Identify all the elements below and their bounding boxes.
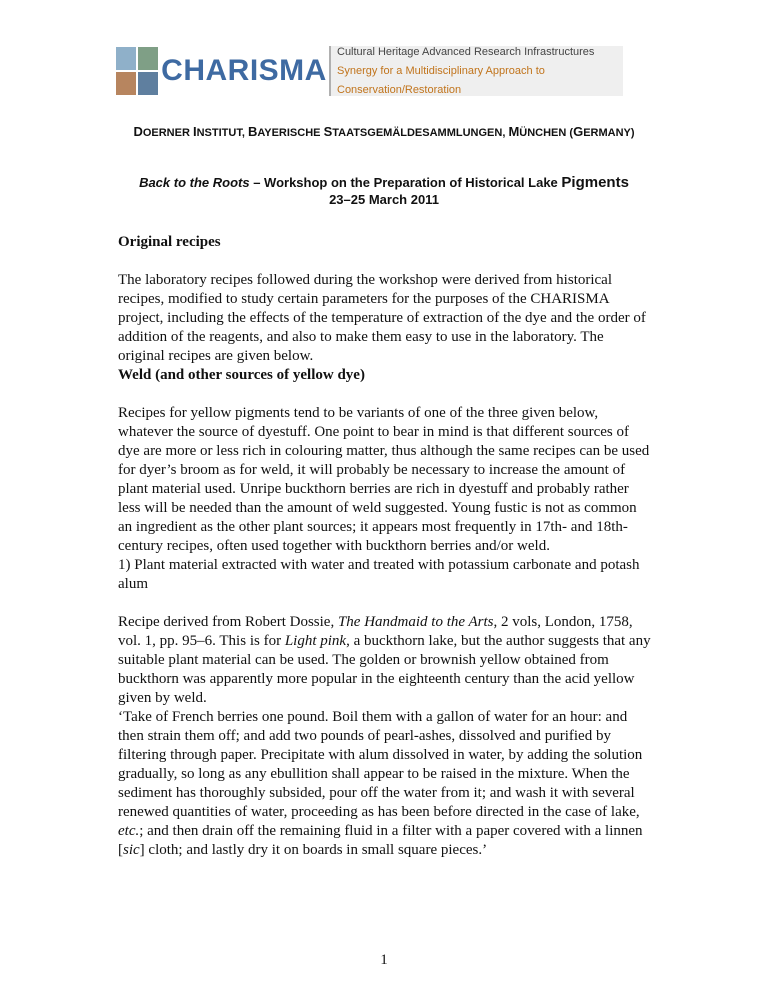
original-recipes-heading: Original recipes xyxy=(118,234,221,250)
banner-tagline xyxy=(331,46,623,96)
recipe-1-title: 1) Plant material extracted with water and treated with potassium carbonate and potash alum xyxy=(118,557,640,592)
institute-heading: DOERNER INSTITUT, BAYERISCHE STAATSGEMÄLDESAMMLUNGEN, MÜNCHEN (GERMANY) xyxy=(133,124,635,139)
logo-tiles-icon xyxy=(115,46,159,96)
workshop-title: Back to the Roots – Workshop on the Preparation of Historical Lake Pigments 23–25 March 2011 xyxy=(0,174,768,208)
weld-paragraph: Recipes for yellow pigments tend to be variants of one of the three given below, whatever the source of dyestuff. One point to bear in mind is that different sources of dye are more or less rich in colouring matter, thus although the same recipes can be used for dyer’s broom as for weld, it will probably be necessary to increase the amount of plant material used. Unripe buckthorn berries are rich in dyestuff and probably rather less will be needed than the amount of weld suggested. Young fustic is not as common an ingredient as the other plant sources; it appears most frequently in 17th- and 18th-century recipes, often used together with buckthorn berries and/or weld. xyxy=(118,405,650,554)
charisma-logo: CHARISMA xyxy=(159,46,331,96)
workshop-title-italic: Back to the Roots xyxy=(139,175,250,190)
intro-paragraph: The laboratory recipes followed during the workshop were derived from historical recipes, modified to study certain parameters for the purposes of the CHARISMA project, including the effects of the temperature of extraction of the dye and the order of addition of the reagents, and also to make them easy to use in the laboratory. The original recipes are given below. xyxy=(118,272,646,364)
dossie-paragraph: Recipe derived from Robert Dossie, The Handmaid to the Arts, 2 vols, London, 1758, vol. 1, pp. 95–6. This is for Light pink, a buckthorn lake, but the author suggests that any suitable plant material can be used. The golden or brownish yellow obtained from buckthorn was apparently more popular in the eighteenth century than the acid yellow given by weld. xyxy=(118,614,651,706)
tagline-line-2: Synergy for a Multidisciplinary Approach to Conservation/Restoration xyxy=(337,64,545,96)
tagline-line-1: Cultural Heritage Advanced Research Infrastructures xyxy=(337,45,595,58)
charisma-banner xyxy=(115,46,623,96)
weld-heading: Weld (and other sources of yellow dye) xyxy=(118,367,365,383)
page-number: 1 xyxy=(380,952,388,968)
workshop-dates: 23–25 March 2011 xyxy=(329,192,439,207)
quote-paragraph: ‘Take of French berries one pound. Boil them with a gallon of water for an hour: and then strain them off; and add two pounds of pearl-ashes, dissolved and purified by filtering through paper. Precipitate with alum dissolved in water, by adding the solution gradually, so long as any ebullition shall appear to be raised in the mixture. When the sediment has thoroughly subsided, pour off the water from it; and wash it with several renewed quantities of water, proceeding as has been before directed in the case of lake, etc.; and then drain off the remaining fluid in a filter with a paper covered with a linnen [sic] cloth; and lastly dry it on boards in small square pieces.’ xyxy=(118,709,643,858)
